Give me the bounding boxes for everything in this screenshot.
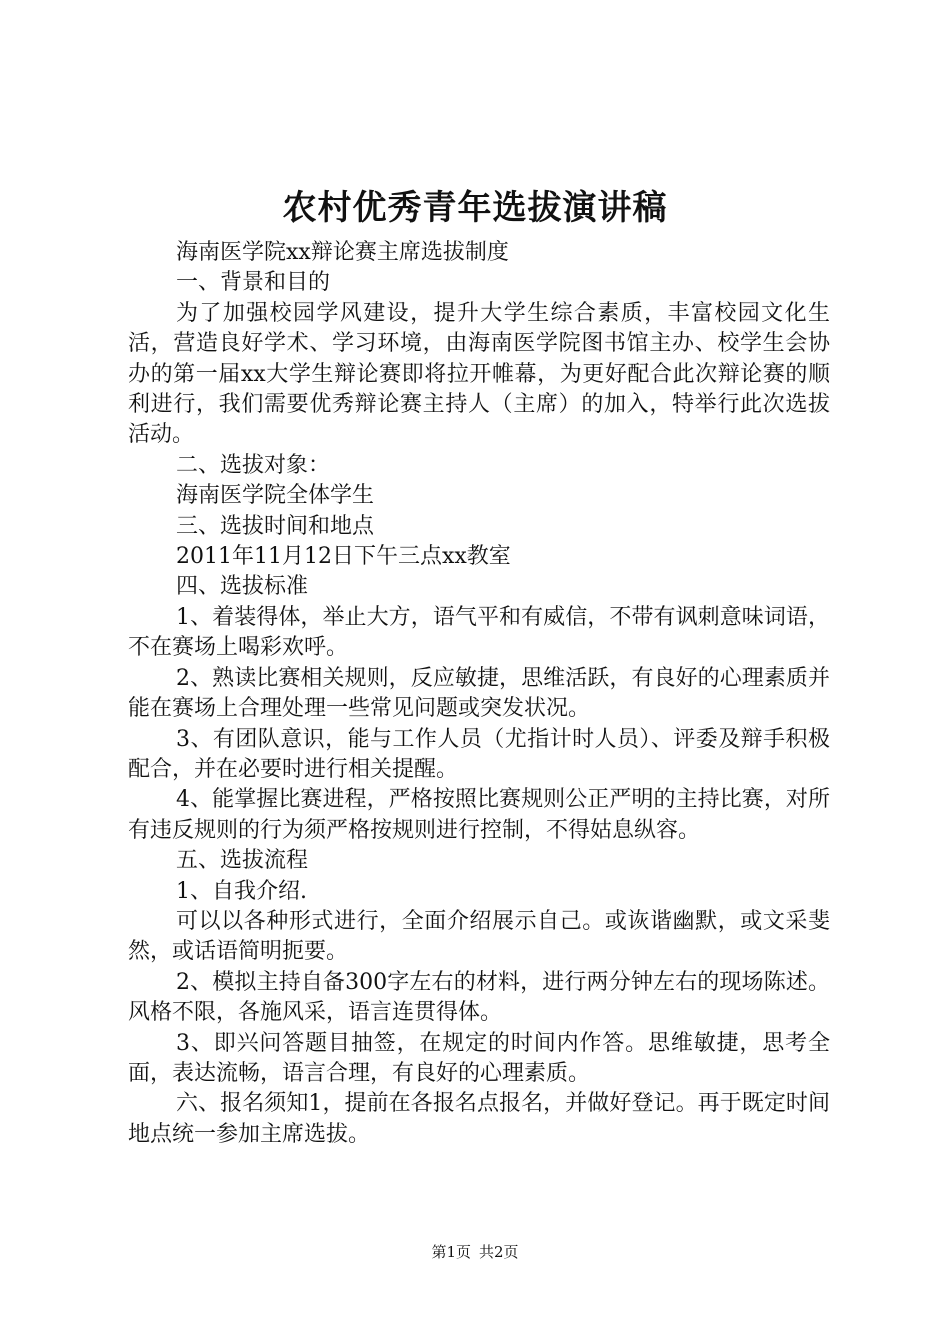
page-footer	[0, 1242, 950, 1262]
process-item-1: 1、自我介绍.	[176, 878, 307, 904]
paragraph-time-place: 2011年11月12日下午三点xx教室	[176, 544, 511, 570]
criteria-item-4: 4、能掌握比赛进程，严格按照比赛规则公正严明的主持比赛，对所有违反规则的行为须严格按规则进行控制，不得姑息纵容。	[128, 787, 830, 843]
paragraph-target: 海南医学院全体学生	[176, 483, 375, 509]
section-heading-target: 二、选拔对象：	[176, 452, 331, 478]
section-heading-time-place: 三、选拔时间和地点	[176, 513, 375, 539]
section-registration: 六、报名须知1，提前在各报名点报名，并做好登记。再于既定时间地点统一参加主席选拔。	[128, 1091, 830, 1147]
criteria-item-2: 2、熟读比赛相关规则，反应敏捷，思维活跃，有良好的心理素质并能在赛场上合理处理一些常见问题或突发状况。	[128, 665, 830, 722]
process-item-1-detail: 可以以各种形式进行，全面介绍展示自己。或诙谐幽默，或文采斐然，或话语简明扼要。	[128, 908, 830, 965]
process-item-3: 3、即兴问答题目抽签，在规定的时间内作答。思维敏捷，思考全面，表达流畅，语言合理，有良好的心理素质。	[128, 1030, 830, 1086]
process-item-2: 2、模拟主持自备300字左右的材料，进行两分钟左右的现场陈述。风格不限，各施风采，语言连贯得体。	[128, 969, 830, 1026]
section-heading-background: 一、背景和目的	[176, 270, 331, 296]
criteria-item-3: 3、有团队意识，能与工作人员（尤指计时人员）、评委及辩手积极配合，并在必要时进行相关提醒。	[128, 726, 830, 782]
paragraph-subtitle: 海南医学院xx辩论赛主席选拔制度	[176, 240, 509, 265]
page-total: 共2页	[479, 1243, 519, 1261]
section-heading-process: 五、选拔流程	[176, 848, 309, 874]
section-heading-criteria: 四、选拔标准	[176, 574, 309, 600]
page-number: 第1页	[431, 1243, 471, 1261]
paragraph-background: 为了加强校园学风建设，提升大学生综合素质，丰富校园文化生活，营造良好学术、学习环境，由海南医学院图书馆主办、校学生会协办的第一届xx大学生辩论赛即将拉开帷幕，为更好配合此次辩论赛的顺利进行，我们需要优秀辩论赛主持人（主席）的加入，特举行此次选拔活动。	[128, 300, 830, 448]
document-body	[128, 238, 830, 1150]
criteria-item-1: 1、着装得体，举止大方，语气平和有威信，不带有讽刺意味词语，不在赛场上喝彩欢呼。	[128, 604, 830, 661]
document-title: 农村优秀青年选拔演讲稿	[282, 188, 668, 228]
